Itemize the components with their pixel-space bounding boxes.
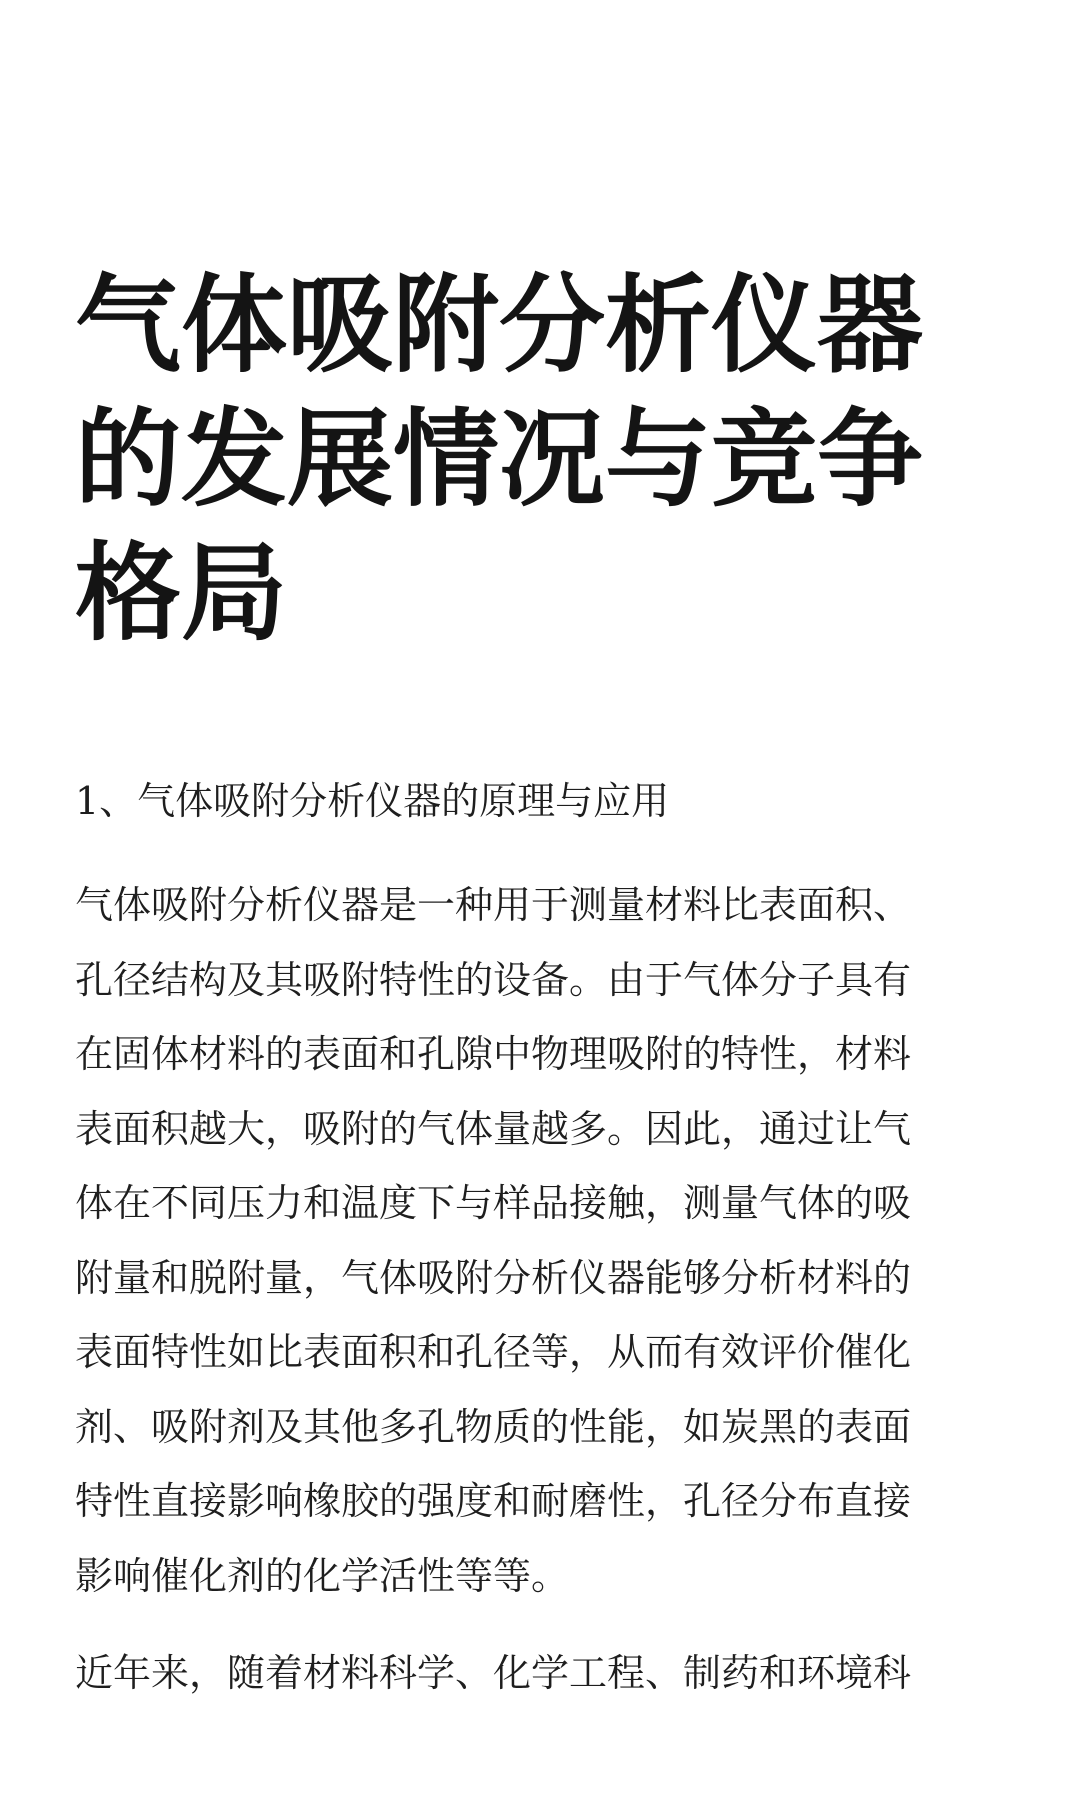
paragraph-line: 剂、吸附剂及其他多孔物质的性能，如炭黑的表面 bbox=[75, 1404, 912, 1449]
paragraph-line: 气体吸附分析仪器是一种用于测量材料比表面积、 bbox=[75, 883, 912, 927]
paragraph-line: 孔径结构及其吸附特性的设备。由于气体分子具有 bbox=[75, 957, 912, 1002]
paragraph-line: 表面特性如比表面积和孔径等，从而有效评价催化 bbox=[75, 1330, 912, 1374]
paragraph-line: 附量和脱附量，气体吸附分析仪器能够分析材料的 bbox=[75, 1255, 912, 1300]
paragraph-line: 在固体材料的表面和孔隙中物理吸附的特性，材料 bbox=[75, 1032, 912, 1076]
paragraph-line: 近年来，随着材料科学、化学工程、制药和环境科 bbox=[75, 1651, 912, 1695]
section-heading: 1、气体吸附分析仪器的原理与应用 bbox=[75, 779, 670, 823]
paragraph-line: 体在不同压力和温度下与样品接触，测量气体的吸 bbox=[75, 1181, 912, 1225]
paragraph-line: 特性直接影响橡胶的强度和耐磨性，孔径分布直接 bbox=[75, 1479, 912, 1523]
title-line: 的发展情况与竞争 bbox=[75, 396, 923, 521]
title-line: 格局 bbox=[75, 530, 287, 655]
body-paragraph bbox=[75, 868, 911, 1613]
paragraph-line: 表面积越大，吸附的气体量越多。因此，通过让气 bbox=[75, 1106, 912, 1151]
paragraph-line: 影响催化剂的化学活性等等。 bbox=[75, 1553, 570, 1598]
article-title bbox=[75, 258, 975, 660]
title-line: 气体吸附分析仪器 bbox=[75, 262, 923, 387]
body-paragraph bbox=[75, 1636, 911, 1711]
